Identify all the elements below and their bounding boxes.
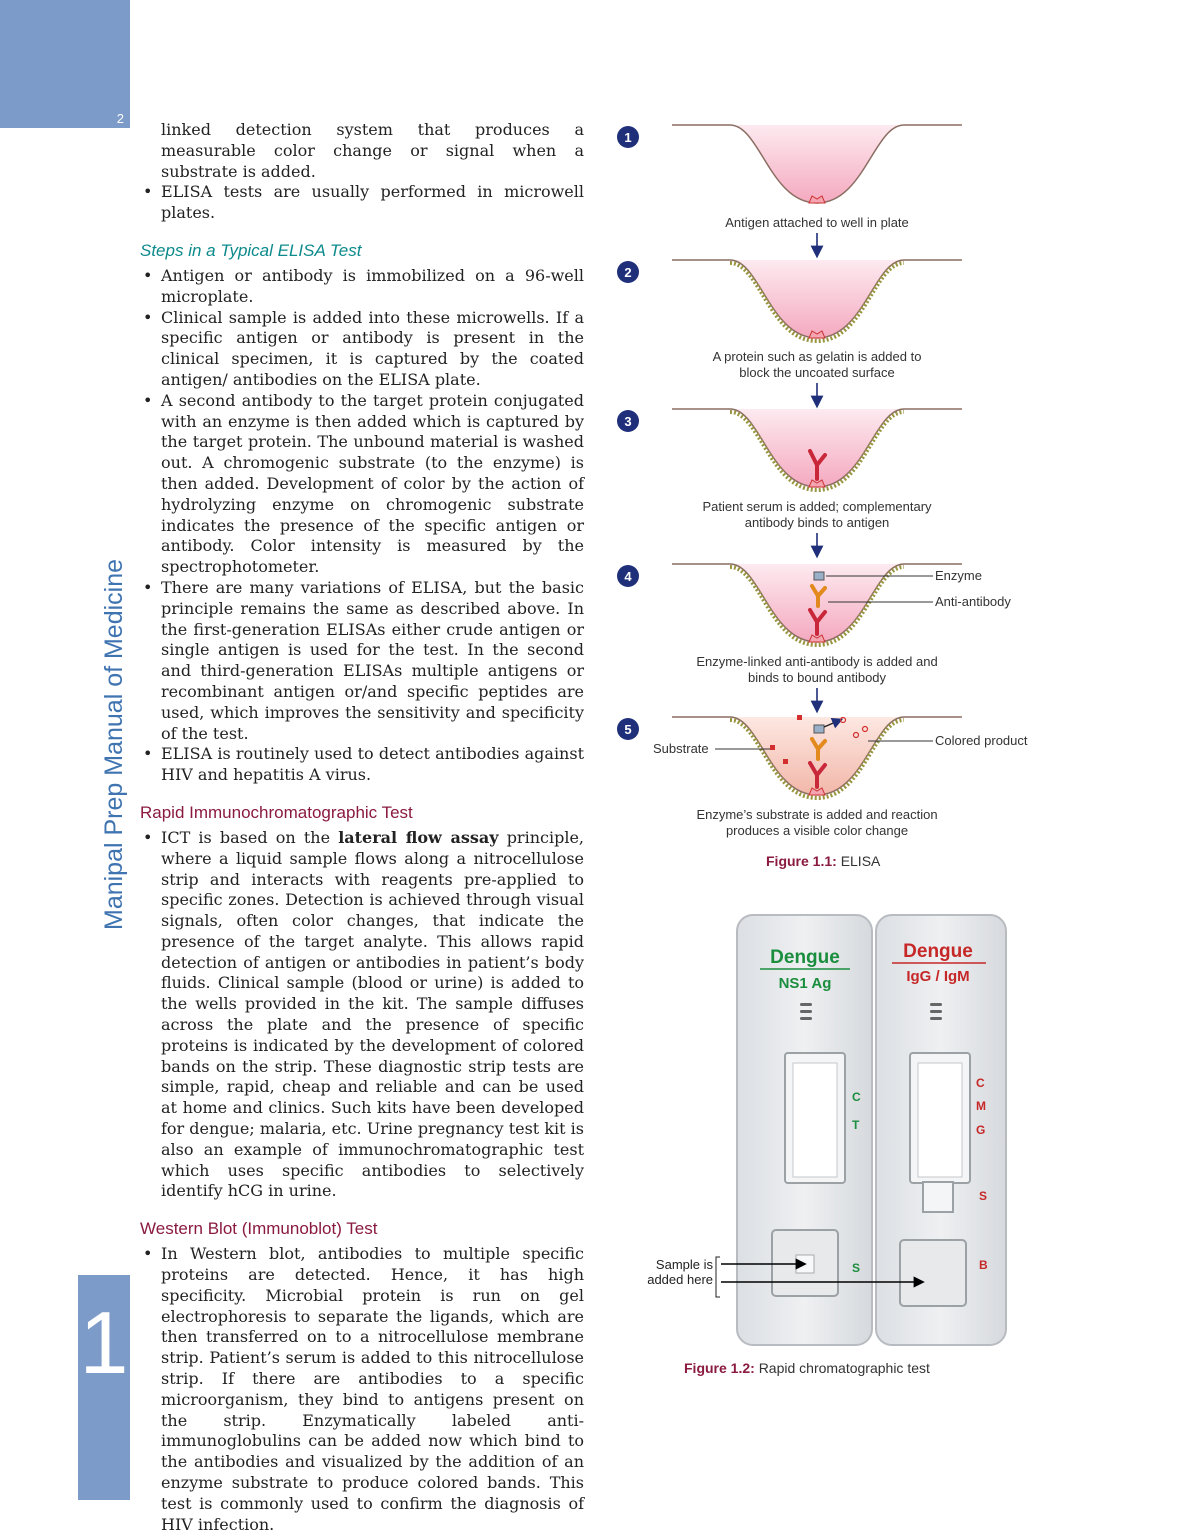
- step-caption-line2: antibody binds to antigen: [744, 515, 890, 530]
- cassette-subtitle: NS1 Ag: [778, 975, 832, 992]
- cassette-subtitle: IgG / IgM: [906, 968, 970, 985]
- substrate-particle: [783, 759, 788, 764]
- page-corner-tab: [0, 0, 130, 128]
- ict-text-after: principle, where a liquid sample flows along a nitrocellulose strip and interacts with reagents pre-applied to specific zones. Detection is achieved through visual signals, often color changes, that indicate the presence of the target analyte. This allows rapid detection of antigen or antibodies in patient’s body fluids. Clinical sample (blood or urine) is added to the wells provided in the kit. The sample diffuses across the plate and the presence of specific proteins is indicated by the development of colored bands on the strip. These diagnostic strip tests are simple, rapid, cheap and reliable and can be used at home and clinics. Such kits have been developed for dengue; malaria, etc. Urine pregnancy test kit is also an example of immunochromatographic test which uses specific antibodies to selectively identify hCG in urine.: [161, 827, 584, 1201]
- step-caption-line1: Patient serum is added; complementary: [702, 499, 932, 514]
- cassette-igg-igm: [876, 915, 1006, 1345]
- step-caption-line1: A protein such as gelatin is added to: [712, 349, 922, 364]
- elisa-step-3: [617, 409, 962, 552]
- continuation-paragraph: linked detection system that produces a measurable color change or signal when a substrate is added.: [161, 120, 584, 181]
- step-number: 4: [624, 569, 632, 584]
- step-number: 2: [624, 265, 632, 280]
- sample-port-small: [923, 1182, 953, 1212]
- figure-2-title: Rapid chromatographic test: [758, 1360, 930, 1376]
- elisa-steps-list: [140, 266, 584, 786]
- bullet-item: • Antigen or antibody is immobilized on a 96-well microplate.: [140, 266, 584, 308]
- strip-mark: C: [852, 1090, 861, 1104]
- elisa-step-5: [617, 715, 1028, 838]
- substrate-particle: [770, 745, 775, 750]
- ict-bold-term: lateral flow assay: [338, 827, 499, 847]
- chapter-number: 1: [79, 1293, 129, 1392]
- grip-mark: [930, 1017, 942, 1020]
- figure-2-caption: [684, 1360, 930, 1376]
- result-strip: [793, 1063, 837, 1177]
- running-title: Manipal Prep Manual of Medicine: [100, 558, 128, 930]
- substrate-particle: [797, 715, 802, 720]
- strip-mark: B: [979, 1258, 988, 1272]
- label-substrate: Substrate: [653, 741, 709, 756]
- figure-1-caption: [766, 853, 880, 869]
- figure-elisa: [600, 115, 1060, 885]
- grip-mark: [800, 1010, 812, 1013]
- cassette-title: Dengue: [903, 941, 973, 962]
- body-text-column: [140, 120, 584, 1535]
- section-heading-elisa-steps: Steps in a Typical ELISA Test: [140, 240, 362, 260]
- step-number: 5: [624, 722, 632, 737]
- elisa-diagram: [600, 115, 1060, 855]
- grip-mark: [800, 1003, 812, 1006]
- bullet-item: • In Western blot, antibodies to multiple specific proteins are detected. Hence, it has high specificity. Microbial protein is run on gel electrophoresis to separate the ligands, which are then transferred on to a nitrocellulose membrane strip. Patient’s serum is added to this nitrocellulose strip. If there are antibodies to a specific microorganism, they bind to antigens present on the strip. Enzymatically labeled anti-immunoglobulins can be added now which bind to the antibodies and visualized by the addition of an enzyme substrate to produce colored bands. This test is commonly used to confirm the diagnosis of HIV infection.: [140, 1244, 584, 1535]
- strip-mark: S: [852, 1261, 861, 1275]
- step-caption-line1: Enzyme-linked anti-antibody is added and: [696, 654, 938, 669]
- enzyme-marker: [814, 572, 824, 580]
- section-heading-rapid-ict: Rapid Immunochromatographic Test: [140, 802, 413, 822]
- page-number: 2: [116, 111, 124, 126]
- bullet-item: • Clinical sample is added into these microwells. If a specific antigen or antibody is present in the clinical specimen, it is captured by the coated antigen/ antibodies on the ELISA plate.: [140, 308, 584, 391]
- grip-mark: [930, 1003, 942, 1006]
- step-caption-line2: binds to bound antibody: [747, 670, 887, 685]
- ict-text-before: ICT is based on the: [161, 827, 339, 847]
- elisa-step-2: [617, 260, 962, 402]
- step-caption-line1: Antigen attached to well in plate: [725, 215, 909, 230]
- bullet-item: [140, 828, 584, 1202]
- chapter-tab: [78, 1275, 130, 1500]
- elisa-step-4: [617, 564, 1011, 707]
- figure-2-label: Figure 1.2:: [684, 1360, 755, 1376]
- result-strip: [918, 1063, 962, 1177]
- step-caption-line2: block the uncoated surface: [739, 365, 895, 380]
- bullet-item: • A second antibody to the target protein conjugated with an enzyme is then added which is captured by the target protein. The unbound material is washed out. A chromogenic substrate (to the enzyme) is then added. Development of color by the action of hydrolyzing enzyme on chromogenic substrate indicates the presence of the specific antigen or antibody. Color intensity is measured by the spectrophotometer.: [140, 391, 584, 578]
- strip-mark: S: [979, 1189, 988, 1203]
- microwell: [672, 260, 962, 338]
- elisa-step-1: [617, 125, 962, 252]
- step-caption-line2: produces a visible color change: [725, 823, 909, 838]
- grip-mark: [800, 1017, 812, 1020]
- figure-rapid-test: [600, 905, 1060, 1376]
- bullet-item: • ELISA tests are usually performed in microwell plates.: [140, 182, 584, 224]
- label-colored-product: Colored product: [935, 733, 1028, 748]
- rapid-test-photo: [600, 905, 1060, 1355]
- label-enzyme: Enzyme: [935, 568, 982, 583]
- intro-bullets: [140, 182, 584, 224]
- grip-mark: [930, 1010, 942, 1013]
- strip-mark: C: [976, 1076, 985, 1090]
- section-heading-western-blot: Western Blot (Immunoblot) Test: [140, 1219, 378, 1239]
- strip-mark: T: [852, 1118, 860, 1132]
- strip-mark: G: [976, 1123, 986, 1137]
- enzyme-marker: [814, 725, 824, 733]
- step-caption-line1: Enzyme’s substrate is added and reaction: [696, 807, 938, 822]
- strip-mark: M: [976, 1099, 986, 1113]
- sample-well: [900, 1240, 966, 1306]
- sample-label-line1: Sample is: [655, 1257, 713, 1272]
- sample-label-line2: added here: [647, 1272, 713, 1287]
- label-anti-antibody: Anti-antibody: [935, 594, 1011, 609]
- sample-bracket: [716, 1257, 720, 1297]
- cassette-ns1: [737, 915, 872, 1345]
- microwell: [672, 125, 962, 203]
- bullet-item: • ELISA is routinely used to detect antibodies against HIV and hepatitis A virus.: [140, 744, 584, 786]
- step-number: 1: [624, 130, 632, 145]
- figure-1-label: Figure 1.1:: [766, 853, 837, 869]
- western-blot-list: [140, 1244, 584, 1535]
- ict-list: [140, 828, 584, 1202]
- bullet-item: • There are many variations of ELISA, but the basic principle remains the same as described above. In the first-generation ELISAs either crude antigen or single antigen is used for the test. In the second and third-generation ELISAs multiple antigens or recombinant antigen or/and specific peptides are used, which improves the sensitivity and specificity of the test.: [140, 578, 584, 744]
- figure-1-title: ELISA: [840, 853, 881, 869]
- cassette-title: Dengue: [770, 947, 840, 968]
- step-number: 3: [624, 414, 632, 429]
